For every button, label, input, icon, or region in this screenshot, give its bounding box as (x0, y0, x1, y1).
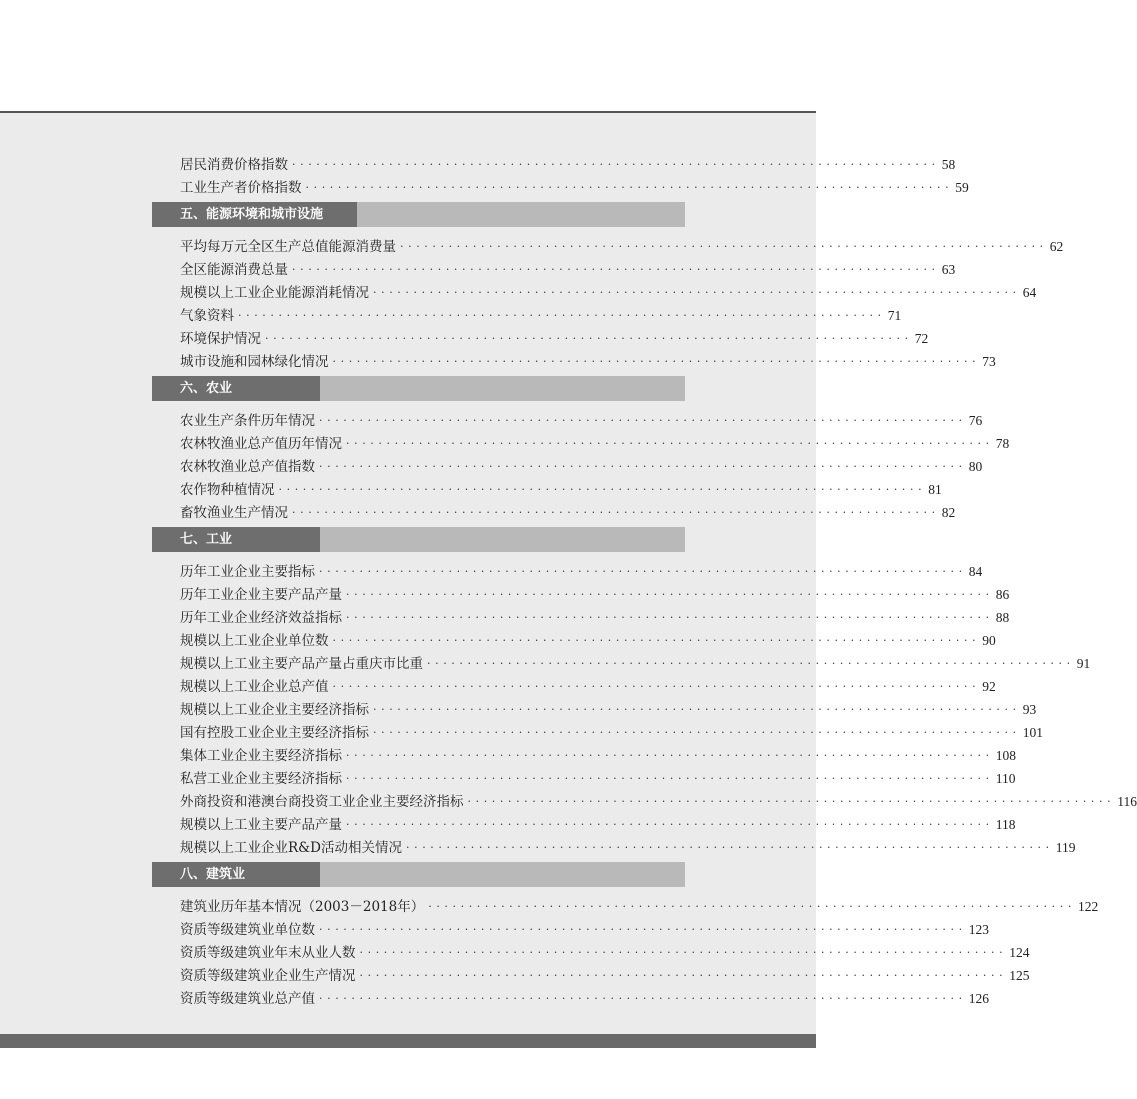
toc-entry[interactable] (152, 962, 1030, 985)
section-heading: 七、工业 (152, 527, 320, 552)
dot-leader: ················································································ (346, 588, 994, 601)
entry-title: 规模以上工业企业单位数 (180, 633, 329, 649)
dot-leader: ················································································ (373, 726, 1021, 739)
toc-entry[interactable] (152, 916, 989, 939)
toc-entry[interactable] (152, 581, 1010, 604)
entry-title: 规模以上工业主要产品产量 (180, 817, 342, 833)
page-number: 116 (1117, 794, 1137, 809)
entry-title: 历年工业企业主要指标 (180, 564, 315, 580)
page-number: 90 (982, 633, 996, 648)
dot-leader: ················································································ (292, 506, 940, 519)
dot-leader: ················································································ (359, 946, 1008, 959)
toc-entry[interactable] (152, 407, 983, 430)
section-heading: 六、农业 (152, 376, 320, 401)
dot-leader: ················································································ (292, 263, 940, 276)
dot-leader: ················································································ (319, 992, 967, 1005)
entry-title: 规模以上工业企业R&D活动相关情况 (180, 840, 403, 856)
entry-title: 私营工业企业主要经济指标 (180, 771, 342, 787)
bottom-band (0, 1034, 816, 1048)
entry-title: 外商投资和港澳台商投资工业企业主要经济指标 (180, 794, 464, 810)
toc-entry[interactable] (152, 742, 1016, 765)
section-header (152, 202, 685, 227)
toc-entry[interactable] (152, 985, 989, 1008)
toc-entry[interactable] (152, 604, 1010, 627)
dot-leader: ················································································ (292, 158, 940, 171)
page-number: 82 (941, 505, 956, 520)
entry-title: 规模以上工业企业总产值 (180, 679, 329, 695)
entry-title: 全区能源消费总量 (180, 262, 288, 278)
dot-leader: ················································································ (427, 657, 1075, 670)
entry-title: 城市设施和园林绿化情况 (180, 354, 329, 370)
entry-title: 工业生产者价格指数 (180, 180, 302, 196)
toc-entry[interactable] (152, 719, 1043, 742)
dot-leader: ················································································ (428, 900, 1076, 913)
dot-leader: ················································································ (346, 611, 994, 624)
entry-title: 资质等级建筑业单位数 (180, 922, 315, 938)
toc-entry[interactable] (152, 765, 1016, 788)
entry-title: 农作物种植情况 (180, 482, 275, 498)
page-number: 110 (995, 771, 1016, 786)
page-number: 91 (1076, 656, 1091, 671)
dot-leader: ················································································ (332, 634, 981, 647)
page-number: 122 (1077, 899, 1099, 914)
toc-entry[interactable] (152, 939, 1030, 962)
dot-leader: ················································································ (346, 437, 994, 450)
toc-entry[interactable] (152, 151, 956, 174)
toc-entry[interactable] (152, 558, 983, 581)
dot-leader: ················································································ (406, 841, 1054, 854)
page-number: 119 (1055, 840, 1076, 855)
entry-title: 规模以上工业企业能源消耗情况 (180, 285, 369, 301)
dot-leader: ················································································ (319, 460, 967, 473)
page-number: 86 (995, 587, 1010, 602)
toc-entry[interactable] (152, 499, 956, 522)
toc-entry[interactable] (152, 696, 1037, 719)
page-number: 125 (1009, 968, 1030, 983)
page-number: 118 (995, 817, 1016, 832)
entry-title: 规模以上工业主要产品产量占重庆市比重 (180, 656, 423, 672)
toc-entry[interactable] (152, 673, 996, 696)
toc-entry[interactable] (152, 834, 1076, 857)
dot-leader: ················································································ (346, 772, 994, 785)
toc-entry[interactable] (152, 430, 1010, 453)
dot-leader: ················································································ (467, 795, 1116, 808)
dot-leader: ················································································ (332, 355, 981, 368)
table-of-contents (152, 151, 1137, 1008)
page-number: 58 (941, 157, 956, 172)
page-number: 63 (941, 262, 956, 277)
page-number: 71 (887, 308, 902, 323)
dot-leader: ················································································ (319, 565, 967, 578)
dot-leader: ················································································ (346, 749, 994, 762)
toc-entry[interactable] (152, 476, 942, 499)
dot-leader: ················································································ (278, 483, 927, 496)
toc-entry[interactable] (152, 279, 1037, 302)
entry-title: 农业生产条件历年情况 (180, 413, 315, 429)
page-number: 92 (982, 679, 996, 694)
section-header (152, 376, 685, 401)
toc-entry[interactable] (152, 256, 956, 279)
entry-title: 资质等级建筑业年末从业人数 (180, 945, 356, 961)
entry-title: 气象资料 (180, 308, 234, 324)
entry-title: 农林牧渔业总产值指数 (180, 459, 315, 475)
dot-leader: ················································································ (332, 680, 981, 693)
entry-title: 环境保护情况 (180, 331, 261, 347)
toc-entry[interactable] (152, 348, 996, 371)
page-number: 84 (968, 564, 983, 579)
entry-title: 资质等级建筑业企业生产情况 (180, 968, 356, 984)
toc-entry[interactable] (152, 325, 929, 348)
page-number: 64 (1022, 285, 1037, 300)
dot-leader: ················································································ (238, 309, 886, 322)
toc-entry[interactable] (152, 233, 1064, 256)
page-number: 88 (995, 610, 1010, 625)
toc-entry[interactable] (152, 302, 902, 325)
page-number: 108 (995, 748, 1016, 763)
page-number: 73 (982, 354, 996, 369)
toc-entry[interactable] (152, 453, 983, 476)
page-number: 123 (968, 922, 989, 937)
entry-title: 规模以上工业企业主要经济指标 (180, 702, 369, 718)
dot-leader: ················································································ (305, 181, 954, 194)
entry-title: 畜牧渔业生产情况 (180, 505, 288, 521)
toc-entry[interactable] (152, 893, 1099, 916)
dot-leader: ················································································ (265, 332, 913, 345)
entry-title: 历年工业企业主要产品产量 (180, 587, 342, 603)
entry-title: 资质等级建筑业总产值 (180, 991, 315, 1007)
entry-title: 建筑业历年基本情况（2003－2018年） (180, 899, 425, 915)
dot-leader: ················································································ (346, 818, 994, 831)
page-number: 93 (1022, 702, 1037, 717)
section-heading: 五、能源环境和城市设施 (152, 202, 357, 227)
toc-entry[interactable] (152, 650, 1091, 673)
page-number: 80 (968, 459, 983, 474)
page-number: 76 (968, 413, 983, 428)
section-header (152, 862, 685, 887)
page-number: 101 (1022, 725, 1043, 740)
toc-entry[interactable] (152, 788, 1137, 811)
section-heading: 八、建筑业 (152, 862, 320, 887)
dot-leader: ················································································ (373, 703, 1021, 716)
entry-title: 居民消费价格指数 (180, 157, 288, 173)
entry-title: 集体工业企业主要经济指标 (180, 748, 342, 764)
entry-title: 平均每万元全区生产总值能源消费量 (180, 239, 396, 255)
entry-title: 历年工业企业经济效益指标 (180, 610, 342, 626)
dot-leader: ················································································ (319, 923, 967, 936)
page-number: 78 (995, 436, 1010, 451)
dot-leader: ················································································ (359, 969, 1008, 982)
dot-leader: ················································································ (400, 240, 1048, 253)
page-number: 72 (914, 331, 929, 346)
page-number: 81 (928, 482, 942, 497)
page-number: 62 (1049, 239, 1064, 254)
page-number: 59 (955, 180, 969, 195)
toc-entry[interactable] (152, 174, 969, 197)
page-number: 126 (968, 991, 989, 1006)
section-header (152, 527, 685, 552)
toc-entry[interactable] (152, 627, 996, 650)
toc-entry[interactable] (152, 811, 1016, 834)
dot-leader: ················································································ (319, 414, 967, 427)
entry-title: 农林牧渔业总产值历年情况 (180, 436, 342, 452)
page-number: 124 (1009, 945, 1030, 960)
dot-leader: ················································································ (373, 286, 1021, 299)
entry-title: 国有控股工业企业主要经济指标 (180, 725, 369, 741)
